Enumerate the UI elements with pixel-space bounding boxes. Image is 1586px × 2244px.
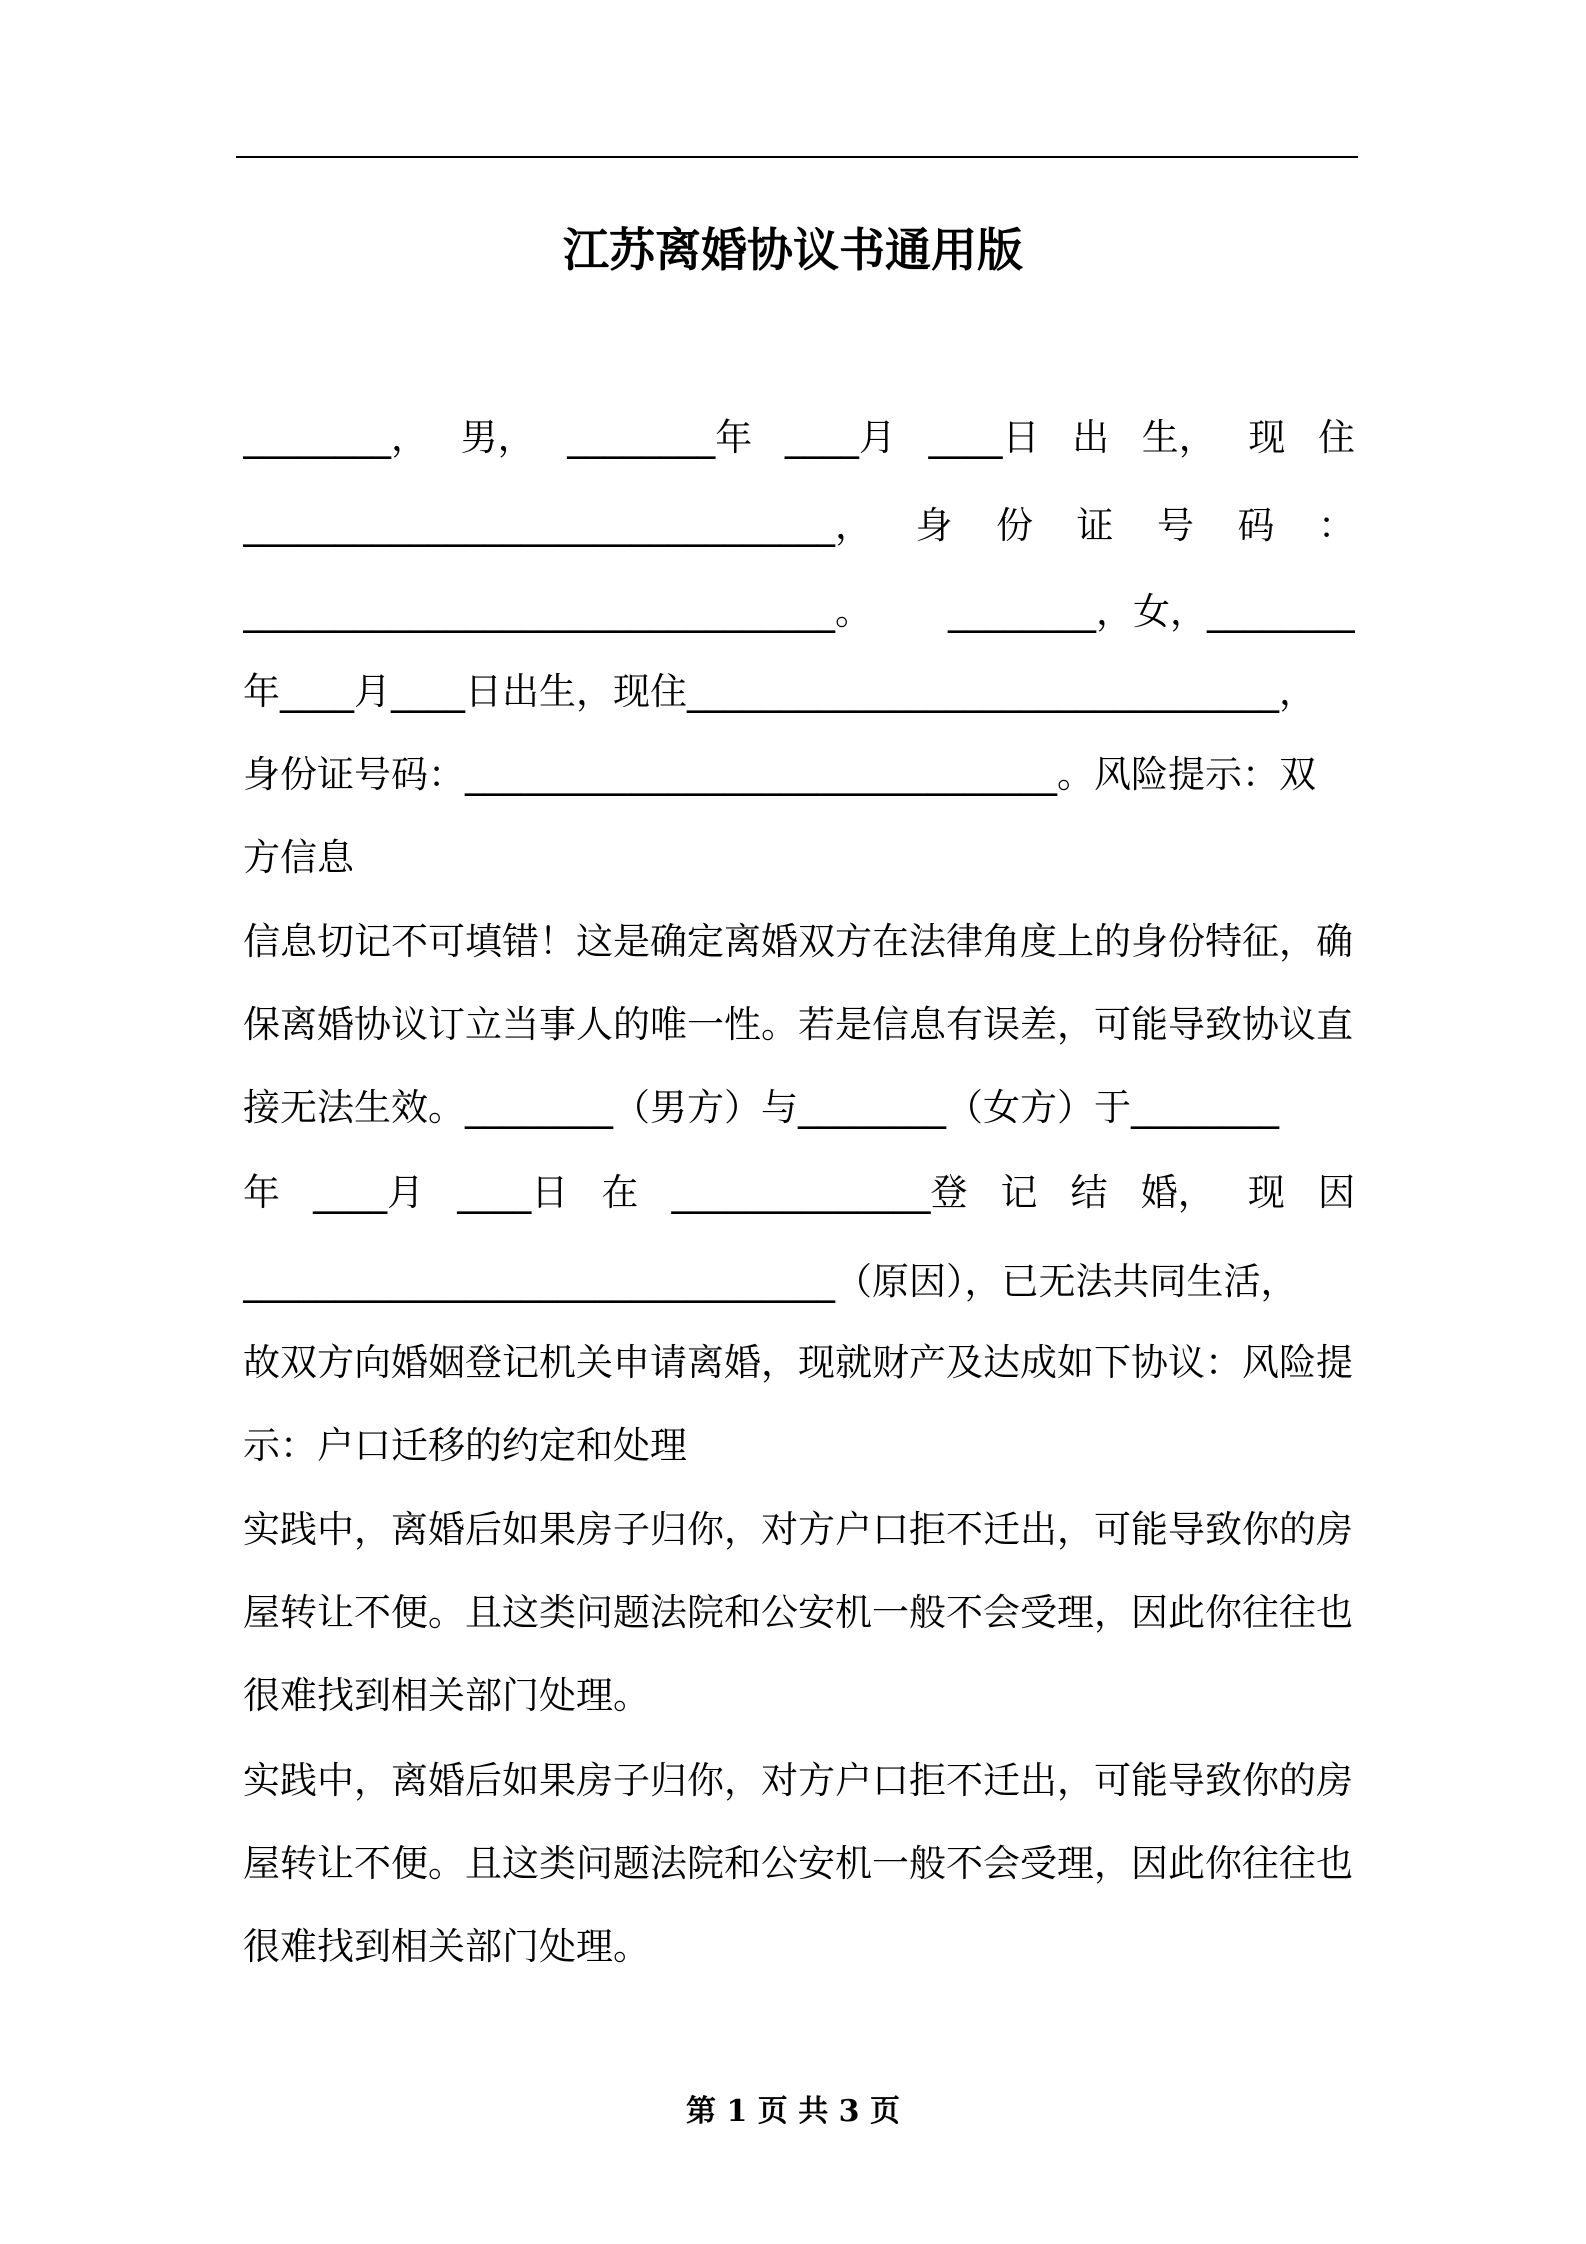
body-line: 实践中，离婚后如果房子归你，对方户口拒不迁出，可能导致你的房	[243, 1508, 1353, 1551]
body-line: 屋转让不便。且这类问题法院和公安机一般不会受理，因此你往往也	[243, 1591, 1353, 1634]
body-line: 保离婚协议订立当事人的唯一性。若是信息有误差，可能导致协议直	[243, 1003, 1353, 1046]
body-line: 示：户口迁移的约定和处理	[243, 1424, 687, 1467]
body-line: 身份证号码：________________________________。风险提示：双	[243, 753, 1316, 796]
body-line: 方信息	[243, 836, 354, 879]
header-rule	[236, 156, 1358, 158]
body-line: 年 ____月 ____日 在 ______________登 记 结 婚， 现 因	[243, 1171, 1355, 1214]
body-line: ________________________________， 身 份 证 号 码 ：	[243, 504, 1355, 547]
body-line: 年____月____日出生，现住________________________________，	[243, 670, 1316, 713]
body-line: 很难找到相关部门处理。	[243, 1925, 650, 1968]
body-line: ________________________________（原因），已无法共同生活，	[243, 1260, 1298, 1303]
body-line: 故双方向婚姻登记机关申请离婚，现就财产及达成如下协议：风险提	[243, 1341, 1353, 1384]
page-footer: 第 1 页 共 3 页	[686, 2094, 900, 2129]
document-title: 江苏离婚协议书通用版	[563, 223, 1023, 277]
body-line: ________________________________。 ________，女，________	[243, 590, 1355, 633]
body-line: 信息切记不可填错！这是确定离婚双方在法律角度上的身份特征，确	[243, 920, 1353, 963]
body-line: 实践中，离婚后如果房子归你，对方户口拒不迁出，可能导致你的房	[243, 1759, 1353, 1802]
body-line: 很难找到相关部门处理。	[243, 1674, 650, 1717]
body-line: 接无法生效。________（男方）与________（女方）于________	[243, 1086, 1279, 1129]
body-line: 屋转让不便。且这类问题法院和公安机一般不会受理，因此你往往也	[243, 1842, 1353, 1885]
body-line: ________， 男， ________年 ____月 ____日 出 生， 现 住	[243, 416, 1355, 459]
